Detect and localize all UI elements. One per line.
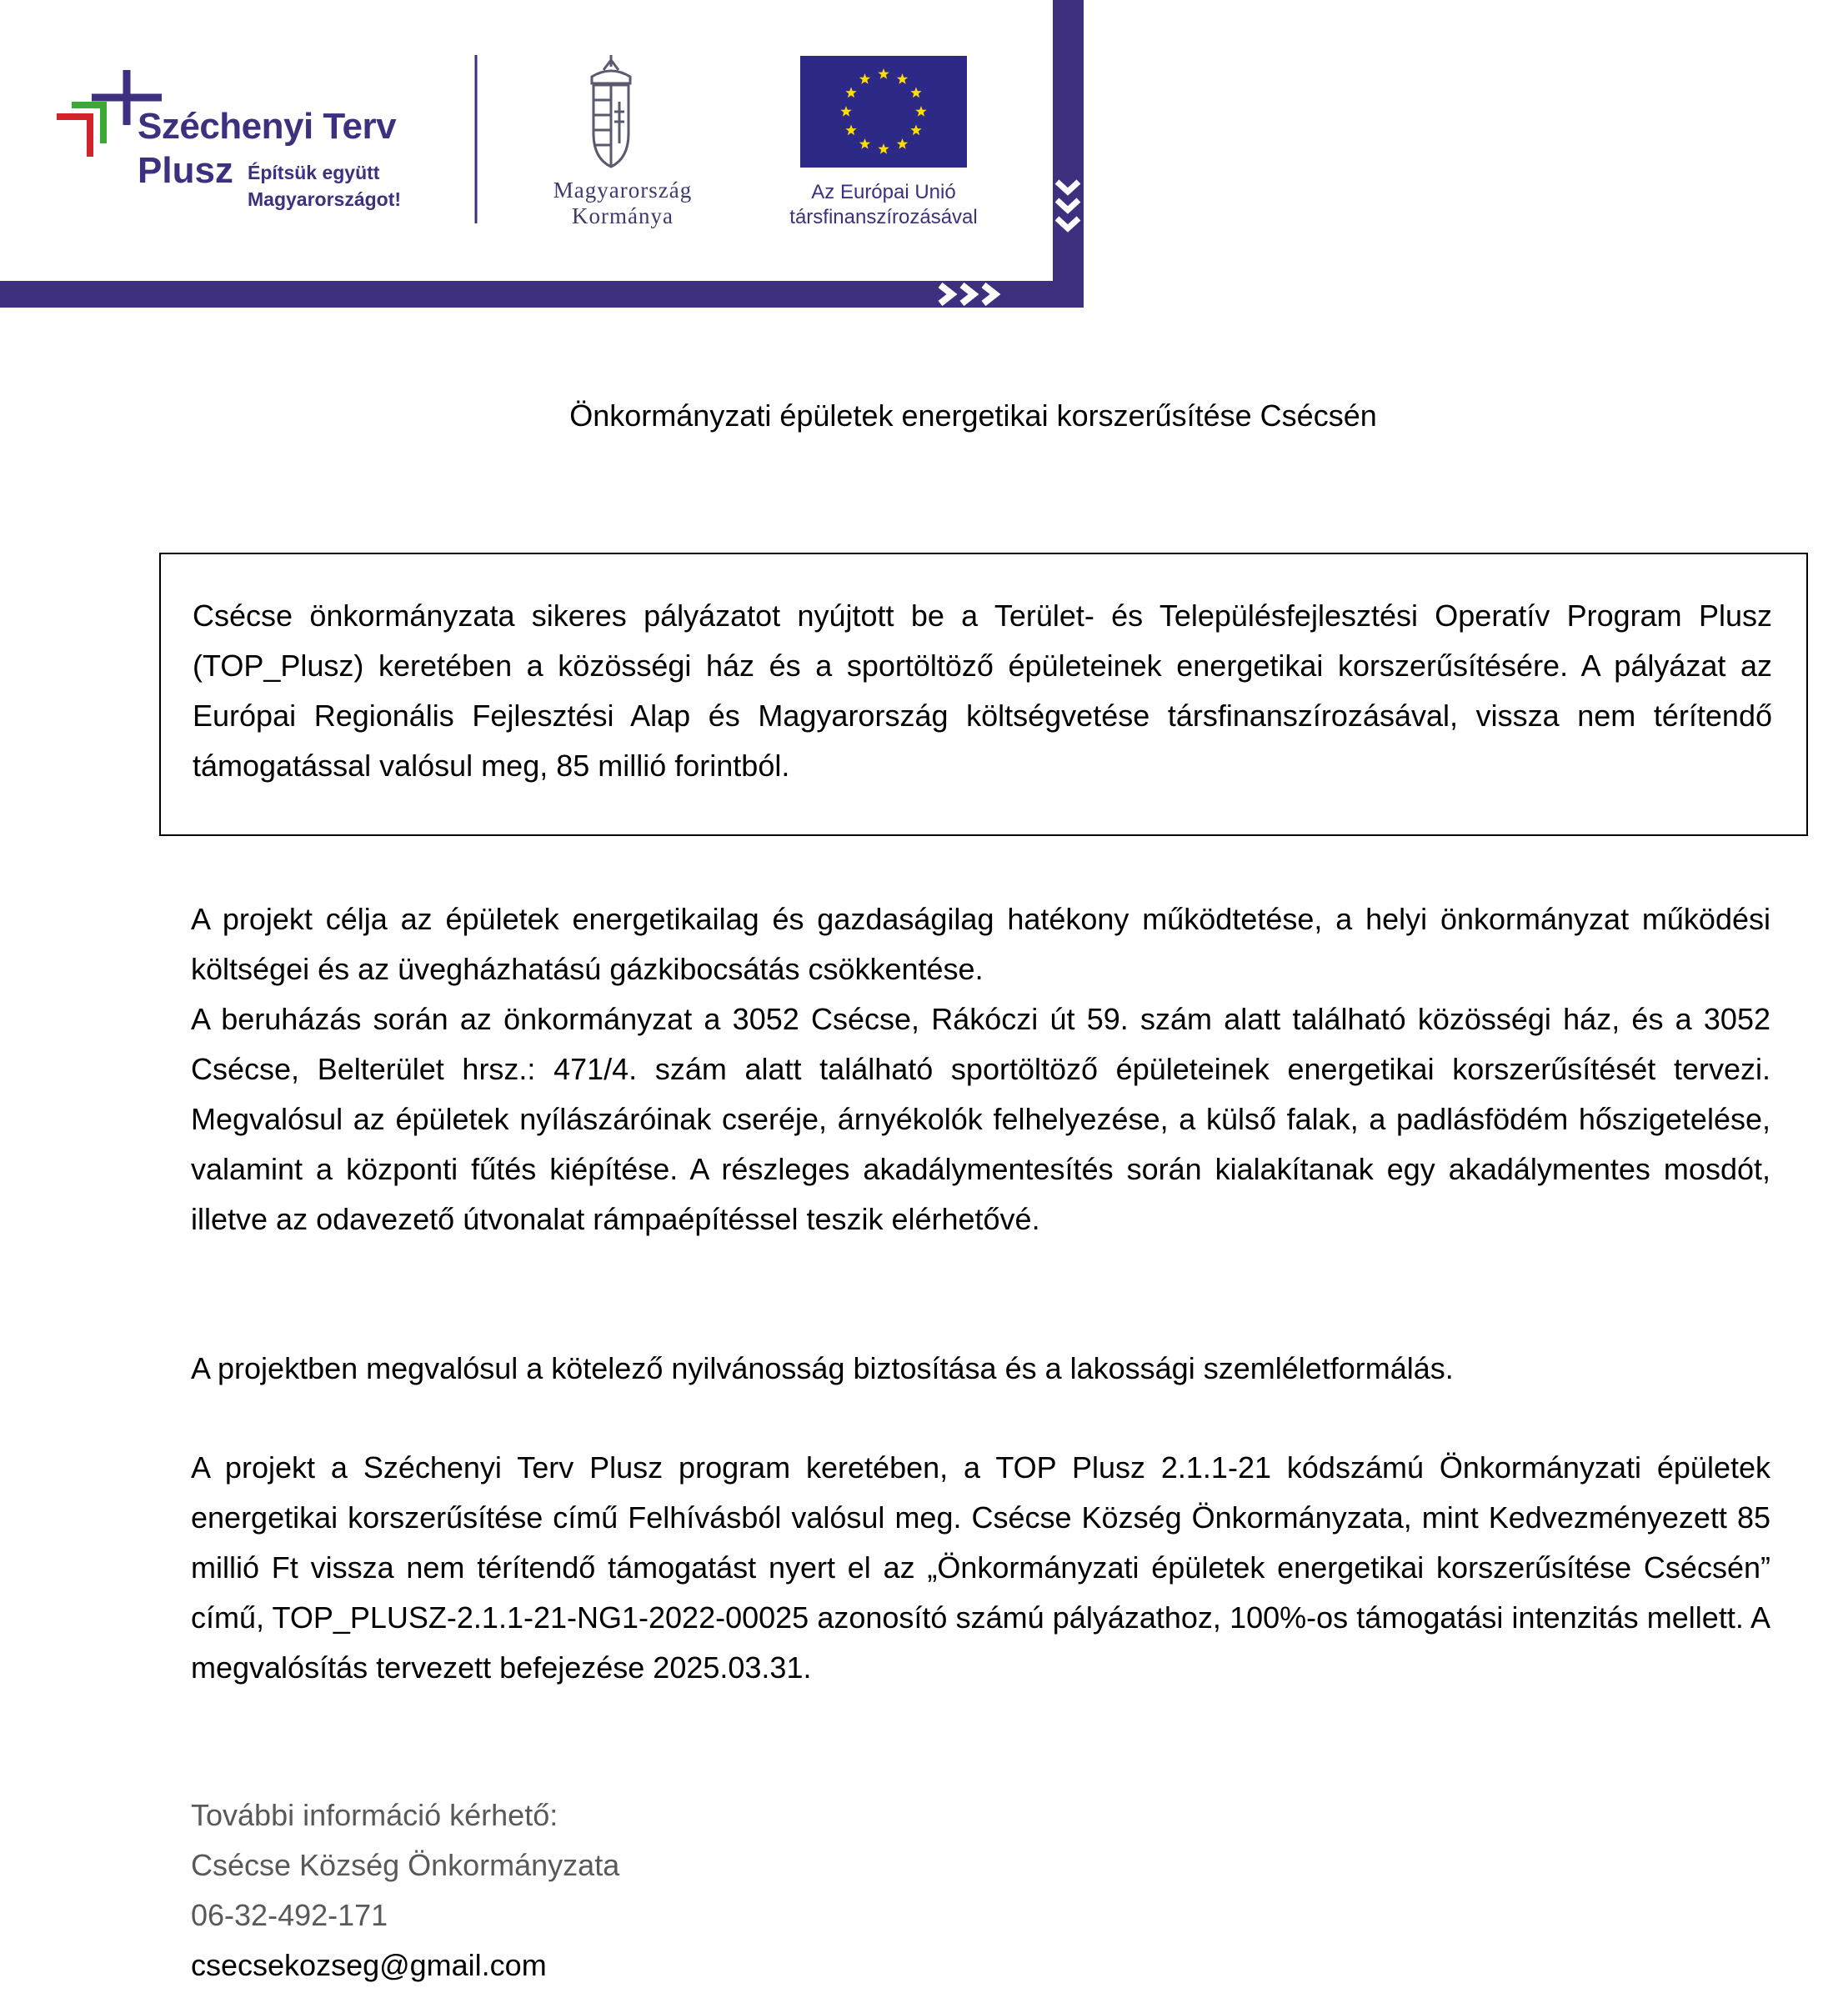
coat-of-arms-icon: [592, 55, 630, 167]
contact-organization: Csécse Község Önkormányzata: [191, 1848, 620, 1882]
contact-phone: 06-32-492-171: [191, 1898, 388, 1932]
government-logo-line2: Kormánya: [572, 203, 674, 228]
szechenyi-logo-slogan-line1: Építsük együtt: [248, 162, 380, 183]
paragraph-project-goal: A projekt célja az épületek energetikailag és gazdaságilag hatékony működtetése, a helyi önkormányzat működési költségei és az üvegházhatású gázkibocsátás csökkentése.: [191, 902, 1770, 986]
paragraph-program-details: A projekt a Széchenyi Terv Plusz program keretében, a TOP Plusz 2.1.1-21 kódszámú Önkormányzati épületek energetikai korszerűsítése című Felhívásból valósul meg. Csécse Község Önkormányzata, mint Kedvezményezett 85 millió Ft vissza nem térítendő támogatást nyert el az „Önkormányzati épületek energetikai korszerűsítése Csécsén” című, TOP_PLUSZ-2.1.1-21-NG1-2022-00025 azonosító számú pályázathoz, 100%-os támogatási intenzitás mellett. A megvalósítás tervezett befejezése 2025.03.31.: [191, 1450, 1770, 1685]
summary-box: [159, 553, 1808, 836]
paragraph-investment: A beruházás során az önkormányzat a 3052 Csécse, Rákóczi út 59. szám alatt található közösségi ház, és a 3052 Csécse, Belterület hrsz.: 471/4. szám alatt található sportöltöző épületeinek energetikai korszerűsítését tervezi. Megvalósul az épületek nyílászáróinak cseréje, árnyékolók felhelyezése, a külső falak, a padlásfödém hőszigetelése, valamint a központi fűtés kiépítése. A részleges akadálymentesítés során kialakítanak egy akadálymentes mosdót, illetve az odavezető útvonalat rámpaépítéssel teszik elérhetővé.: [191, 1002, 1770, 1236]
government-logo-line1: Magyarország: [553, 178, 693, 203]
szechenyi-logo-title: Széchenyi Terv: [138, 106, 397, 147]
contact-email[interactable]: csecsekozseg@gmail.com: [191, 1948, 547, 1982]
szechenyi-logo-slogan-line2: Magyarországot!: [248, 188, 402, 210]
eu-logo-line1: Az Európai Unió: [811, 181, 956, 203]
document-title: Önkormányzati épületek energetikai korszerűsítése Csécsén: [569, 398, 1377, 433]
banner-right-bar: [1053, 0, 1084, 308]
eu-flag-icon: [800, 56, 967, 168]
summary-text: Csécse önkormányzata sikeres pályázatot nyújtott be a Terület- és Településfejlesztési Operatív Program Plusz (TOP_Plusz) keretében a közösségi ház és a sportöltöző épületeinek energetikai korszerűsítésére. A pályázat az Európai Regionális Fejlesztési Alap és Magyarország költségvetése társfinanszírozásával, vissza nem térítendő támogatással valósul meg, 85 millió forintból.: [193, 598, 1772, 783]
contact-label: További információ kérhető:: [191, 1798, 558, 1832]
eu-logo-line2: társfinanszírozásával: [789, 206, 978, 228]
szechenyi-logo-plusz: Plusz: [138, 150, 233, 191]
paragraph-publicity: A projektben megvalósul a kötelező nyilvánosság biztosítása és a lakossági szemléletformálás.: [191, 1351, 1454, 1385]
header-banner: [0, 0, 1084, 313]
banner-bottom-bar: [0, 281, 1084, 308]
